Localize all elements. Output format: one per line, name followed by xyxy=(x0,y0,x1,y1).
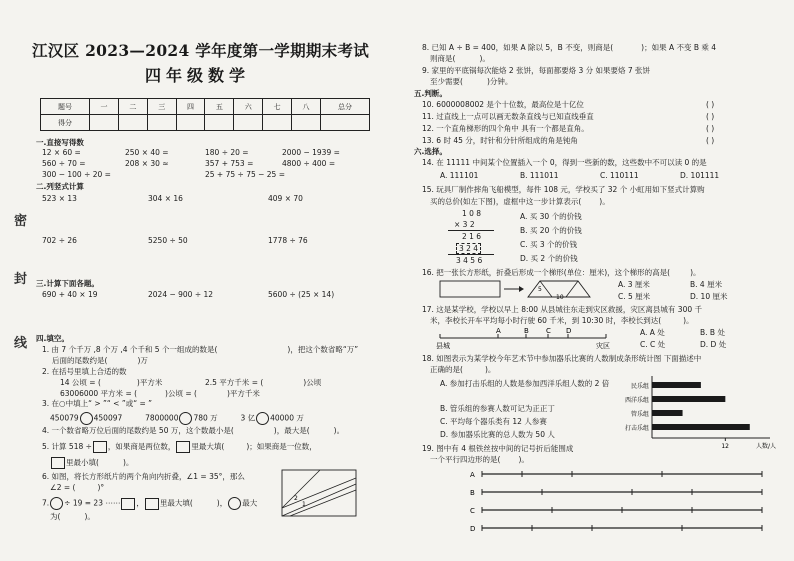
question-8 xyxy=(422,43,716,52)
question-text: )。 xyxy=(84,512,95,521)
option[interactable]: C. 110111 xyxy=(600,171,639,180)
question-text: 至少需要( xyxy=(430,77,463,86)
compare-circle[interactable] xyxy=(179,412,192,425)
question-text: )平方米 xyxy=(136,378,163,387)
question-19: 19. 图中有 4 根铁丝按中间的记号折后能围成 xyxy=(422,444,574,453)
right-column xyxy=(400,0,790,561)
judge-item: 10. 6000008002 是个十位数，最高位是十亿位 xyxy=(422,100,584,109)
question-text: 14 公顷 = ( xyxy=(60,378,101,387)
option[interactable]: B. 4 厘米 xyxy=(690,280,723,289)
question-text: )。 xyxy=(599,197,610,206)
mixed-calc-item: 5600 ÷ (25 × 14) xyxy=(268,290,335,299)
score-cell: 三 xyxy=(147,99,176,115)
question-text: 16. 把一张长方形纸，折叠后形成一个梯形(单位：厘米)，这个梯形的高是( xyxy=(422,268,671,277)
question-text: ÷ 19 = 23 ⋯⋯ xyxy=(64,498,121,508)
question-9: 9. 家里的平底锅每次能烙 2 张饼，每面都要烙 3 分 如果要烙 7 张饼 xyxy=(422,66,651,75)
score-cell: 五 xyxy=(205,99,234,115)
compare-value: 40000 万 xyxy=(270,413,304,423)
vertical-calc-item: 409 × 70 xyxy=(268,194,303,203)
question-text: )。 xyxy=(518,455,529,464)
calc-item: 208 × 30 ≈ xyxy=(125,159,169,168)
compare-value: 3 亿 xyxy=(240,413,256,423)
section-3-title: 三.计算下面各题。 xyxy=(36,279,99,288)
chart-category-label: 民乐组 xyxy=(630,383,649,390)
calc-line: 1 0 8 xyxy=(462,209,482,218)
mixed-calc-item: 2024 − 900 ÷ 12 xyxy=(148,290,214,299)
chart-tick-label: 12 xyxy=(721,443,729,450)
calc-item: 300 − 100 ÷ 20 = xyxy=(42,170,111,179)
endpoint-label: 灾区 xyxy=(596,342,610,350)
mixed-calc-item: 690 + 40 × 19 xyxy=(42,290,98,299)
wire-label: C xyxy=(470,507,475,515)
question-text: ，如果商是两位数， xyxy=(107,442,176,451)
chart-x-axis-label: 人数/人 xyxy=(756,443,777,450)
calc-item: 560 ÷ 70 = xyxy=(42,159,86,168)
question-4-3: 3. 在○中填上“ > ”“ < ”或“ = ” xyxy=(42,399,153,408)
chart-category-label: 西洋乐组 xyxy=(624,397,649,404)
answer-circle[interactable] xyxy=(228,497,241,510)
question-text: 正确的是( xyxy=(430,365,463,374)
question-text: )。 xyxy=(683,316,694,325)
question-14: 14. 在 11111 中间某个位置插入一个 0，得到一些新的数，这些数中不可以读 0 的是 xyxy=(422,158,707,167)
score-input[interactable] xyxy=(292,115,321,131)
exam-title: 江汉区 2023—2024 学年度第一学期期末考试 xyxy=(32,41,370,60)
endpoint-label: 县城 xyxy=(436,342,450,350)
bar-chart xyxy=(608,374,778,454)
score-cell: 一 xyxy=(90,99,119,115)
option[interactable]: B. B 处 xyxy=(700,328,725,337)
question-4-2c xyxy=(60,389,260,398)
fold-rectangle-figure xyxy=(440,279,600,301)
option[interactable]: C. 平均每个器乐类有 12 人参赛 xyxy=(440,417,547,426)
score-cell: 得分 xyxy=(41,115,90,131)
question-text: )万 xyxy=(137,356,148,365)
compare-value: 7800000 xyxy=(145,413,179,423)
seal-char-feng: 封 xyxy=(14,272,28,287)
question-17b xyxy=(430,316,694,325)
question-text: )分钟。 xyxy=(486,77,513,86)
question-text: )，把这个数省略“万” xyxy=(287,345,359,354)
question-text: 5. 计算 518 ÷ xyxy=(42,442,92,451)
question-text: )；如果 A 不变 B 乘 4 xyxy=(641,43,717,52)
score-cell: 四 xyxy=(176,99,205,115)
score-table-row xyxy=(41,115,370,131)
compare-value: 450079 xyxy=(50,413,79,423)
question-text: 买的总价(如左下图)，虚框中这一步计算表示( xyxy=(430,197,582,206)
question-text: 为( xyxy=(50,512,61,521)
question-text: 8. 已知 A ÷ B = 400，如果 A 除以 5，B 不变，则商是( xyxy=(422,43,614,52)
option[interactable]: A. 3 厘米 xyxy=(618,280,650,289)
chart-bar xyxy=(652,410,683,416)
question-text: )。 xyxy=(484,365,496,374)
compare-value: 450097 xyxy=(93,413,123,423)
question-text: )。 xyxy=(333,426,345,435)
dimension-label: 10 xyxy=(556,294,564,301)
question-text: 1. 由 7 个千万 ,8 个万 ,4 个千和 5 个一组成的数是( xyxy=(42,345,218,354)
calc-item: 2000 − 1939 = xyxy=(282,148,340,157)
wire-label: B xyxy=(470,489,475,497)
question-9b xyxy=(430,77,512,86)
question-4-1 xyxy=(42,345,358,354)
question-text: )，最大是( xyxy=(273,426,310,435)
calc-item: 4800 ÷ 400 = xyxy=(282,159,336,168)
score-cell: 八 xyxy=(292,99,321,115)
vertical-calc-item: 523 × 13 xyxy=(42,194,77,203)
point-label: D xyxy=(566,327,572,335)
dividend-circle[interactable] xyxy=(50,497,63,510)
question-text: )平方千米 xyxy=(226,389,260,398)
option[interactable]: A. 参加打击乐组的人数是参加西洋乐组人数的 2 倍 xyxy=(440,379,610,388)
question-text: )公顷 xyxy=(303,378,322,387)
question-text: 米，李校长开车平均每小时行驶 60 千米，到 10:30 时，李校长到达( xyxy=(430,316,662,325)
vertical-calc-item: 702 ÷ 26 xyxy=(42,236,77,245)
chart-bar xyxy=(652,424,750,430)
question-text: 里最大填( xyxy=(159,498,193,508)
question-4-7 xyxy=(42,497,257,510)
option[interactable]: C. C 处 xyxy=(640,340,666,349)
question-4-5b xyxy=(50,457,133,469)
question-text: )。 xyxy=(690,268,701,277)
exam-subtitle: 四年级数学 xyxy=(145,66,251,85)
point-label: A xyxy=(496,327,501,335)
wire-label: D xyxy=(470,525,476,533)
option[interactable]: B. 管乐组的参赛人数可记为正正丁 xyxy=(440,404,555,413)
route-number-line xyxy=(436,326,616,352)
answer-box[interactable] xyxy=(176,441,190,453)
calc-line: 3 4 5 6 xyxy=(456,256,483,265)
judge-item: 13. 6 时 45 分，时针和分针所组成的角是钝角 xyxy=(422,136,578,145)
question-text: )；如果商是一位数， xyxy=(246,442,317,451)
answer-box[interactable] xyxy=(121,498,135,510)
calc-item: 250 × 40 = xyxy=(125,148,169,157)
judge-item: 12. 一个直角梯形的四个角中 具有一个都是直角。 xyxy=(422,124,589,133)
question-text: 63006000 平方米 = ( xyxy=(60,389,138,398)
question-text: )。 xyxy=(122,458,134,467)
angle-label-2: 2 xyxy=(294,495,298,502)
question-17: 17. 这是某学校，学校以早上 8:00 从县城往东走到灾区救援，灾区离县城有 300 千 xyxy=(422,305,703,314)
option[interactable]: A. A 处 xyxy=(640,328,665,337)
compare-circle[interactable] xyxy=(256,412,269,425)
answer-box[interactable] xyxy=(51,457,65,469)
calc-item: 25 + 75 ÷ 75 − 25 = xyxy=(205,170,285,179)
score-input[interactable] xyxy=(205,115,234,131)
calc-item: 12 × 60 = xyxy=(42,148,81,157)
calc-item: 357 + 753 = xyxy=(205,159,254,168)
question-text: 后面的尾数约是( xyxy=(52,356,108,365)
seal-char-mi: 密 xyxy=(14,214,28,229)
question-4-6: 6. 如图，将长方形纸片的两个角向内折叠，∠1 = 35°，那么 xyxy=(42,472,245,481)
seal-char-xian: 线 xyxy=(14,336,28,351)
score-cell: 二 xyxy=(118,99,147,115)
option[interactable]: D. 买 2 个的价钱 xyxy=(520,254,578,263)
score-input[interactable] xyxy=(176,115,205,131)
option[interactable]: A. 买 30 个的价钱 xyxy=(520,212,582,221)
score-table-row xyxy=(41,99,370,115)
option[interactable]: D. D 处 xyxy=(700,340,727,349)
section-2-title: 二.列竖式计算 xyxy=(36,182,84,191)
option[interactable]: A. 111101 xyxy=(440,171,479,180)
question-text: 最大 xyxy=(242,498,258,508)
score-input[interactable] xyxy=(147,115,176,131)
judge-paren[interactable]: ( ) xyxy=(706,124,715,133)
score-input[interactable] xyxy=(320,115,369,131)
question-19b xyxy=(430,455,529,464)
question-4-6b xyxy=(50,483,104,492)
judge-paren[interactable]: ( ) xyxy=(706,136,715,145)
question-text: )° xyxy=(97,483,105,492)
compare-circle[interactable] xyxy=(80,412,93,425)
question-text: 则商是( xyxy=(430,54,456,63)
compare-value: 780 万 xyxy=(193,413,218,423)
judge-paren[interactable]: ( ) xyxy=(706,100,715,109)
compare-row xyxy=(50,412,304,425)
score-input[interactable] xyxy=(118,115,147,131)
question-16 xyxy=(422,268,701,277)
question-4-1b xyxy=(52,356,148,365)
question-text: )， xyxy=(216,498,228,508)
vertical-calc-item: 5250 ÷ 50 xyxy=(148,236,188,245)
question-4-2: 2. 在括号里填上合适的数 xyxy=(42,367,127,376)
judge-item: 11. 过直线上一点可以画无数条直线与已知直线垂直 xyxy=(422,112,594,121)
question-text: 里最大填( xyxy=(191,442,225,451)
chart-bar xyxy=(652,396,725,402)
question-15b xyxy=(430,197,610,206)
section-5-title: 五.判断。 xyxy=(414,89,447,98)
vertical-calc-item: 304 × 16 xyxy=(148,194,183,203)
question-text: ， xyxy=(136,498,144,508)
score-cell: 六 xyxy=(234,99,263,115)
score-table xyxy=(40,98,370,131)
wire-diagram xyxy=(470,466,778,546)
answer-box[interactable] xyxy=(145,498,159,510)
score-input[interactable] xyxy=(263,115,292,131)
option[interactable]: C. 5 厘米 xyxy=(618,292,651,301)
point-label: B xyxy=(524,327,529,335)
question-text: ∠2 = ( xyxy=(50,483,76,492)
question-text: )公顷 = ( xyxy=(165,389,197,398)
question-4-7b xyxy=(50,512,95,521)
wire-label: A xyxy=(470,471,475,479)
score-input[interactable] xyxy=(234,115,263,131)
left-column xyxy=(30,0,385,561)
option[interactable]: D. 参加器乐比赛的总人数为 50 人 xyxy=(440,430,555,439)
folded-paper-figure xyxy=(280,468,360,520)
question-text: 4. 一个数省略万位后面的尾数约是 50 万，这个数最小是( xyxy=(42,426,234,435)
question-15: 15. 玩具厂制作摔角飞船模型，每件 108 元，学校买了 32 个 小虹用如下竖式计算购 xyxy=(422,185,705,194)
option[interactable]: B. 111011 xyxy=(520,171,559,180)
option[interactable]: C. 买 3 个的价钱 xyxy=(520,240,578,249)
vertical-calc-item: 1778 ÷ 76 xyxy=(268,236,308,245)
calc-divider xyxy=(448,230,494,231)
angle-label-1: 1 xyxy=(302,501,306,508)
question-text: 一个平行四边形的是( xyxy=(430,455,501,464)
calc-item: 180 ÷ 20 = xyxy=(205,148,249,157)
calc-dashed-box: 3 2 4 xyxy=(456,243,481,254)
question-4-4 xyxy=(42,426,344,435)
score-input[interactable] xyxy=(90,115,119,131)
dimension-label: 5 xyxy=(538,286,542,293)
score-cell: 题号 xyxy=(41,99,90,115)
section-1-title: 一.直接写得数 xyxy=(36,138,84,147)
option[interactable]: D. 10 厘米 xyxy=(690,292,728,301)
question-18b xyxy=(430,365,495,374)
score-cell: 七 xyxy=(263,99,292,115)
point-label: C xyxy=(546,327,551,335)
calc-line: × 3 2 xyxy=(454,220,475,229)
calc-line: 2 1 6 xyxy=(462,232,482,241)
question-4-5 xyxy=(42,441,317,453)
calc-divider xyxy=(448,254,494,255)
option[interactable]: D. 101111 xyxy=(680,171,720,180)
chart-bar xyxy=(652,382,701,388)
option[interactable]: B. 买 20 个的价钱 xyxy=(520,226,582,235)
question-4-2a xyxy=(60,378,162,387)
chart-category-label: 打击乐组 xyxy=(624,425,649,432)
chart-category-label: 管乐组 xyxy=(630,411,649,418)
answer-box[interactable] xyxy=(93,441,107,453)
section-4-title: 四.填空。 xyxy=(36,334,69,343)
question-text: 7. xyxy=(42,498,50,508)
score-cell: 总分 xyxy=(320,99,369,115)
judge-paren[interactable]: ( ) xyxy=(706,112,715,121)
question-18: 18. 如图表示为某学校今年艺术节中参加器乐比赛的人数制成条形统计图 下面描述中 xyxy=(422,354,702,363)
section-6-title: 六.选择。 xyxy=(414,147,447,156)
question-text: 里最小填( xyxy=(66,458,99,467)
question-8b xyxy=(430,54,490,63)
question-text: 2.5 平方千米 = ( xyxy=(205,378,264,387)
question-text: )。 xyxy=(479,54,490,63)
question-4-2b xyxy=(205,378,321,387)
